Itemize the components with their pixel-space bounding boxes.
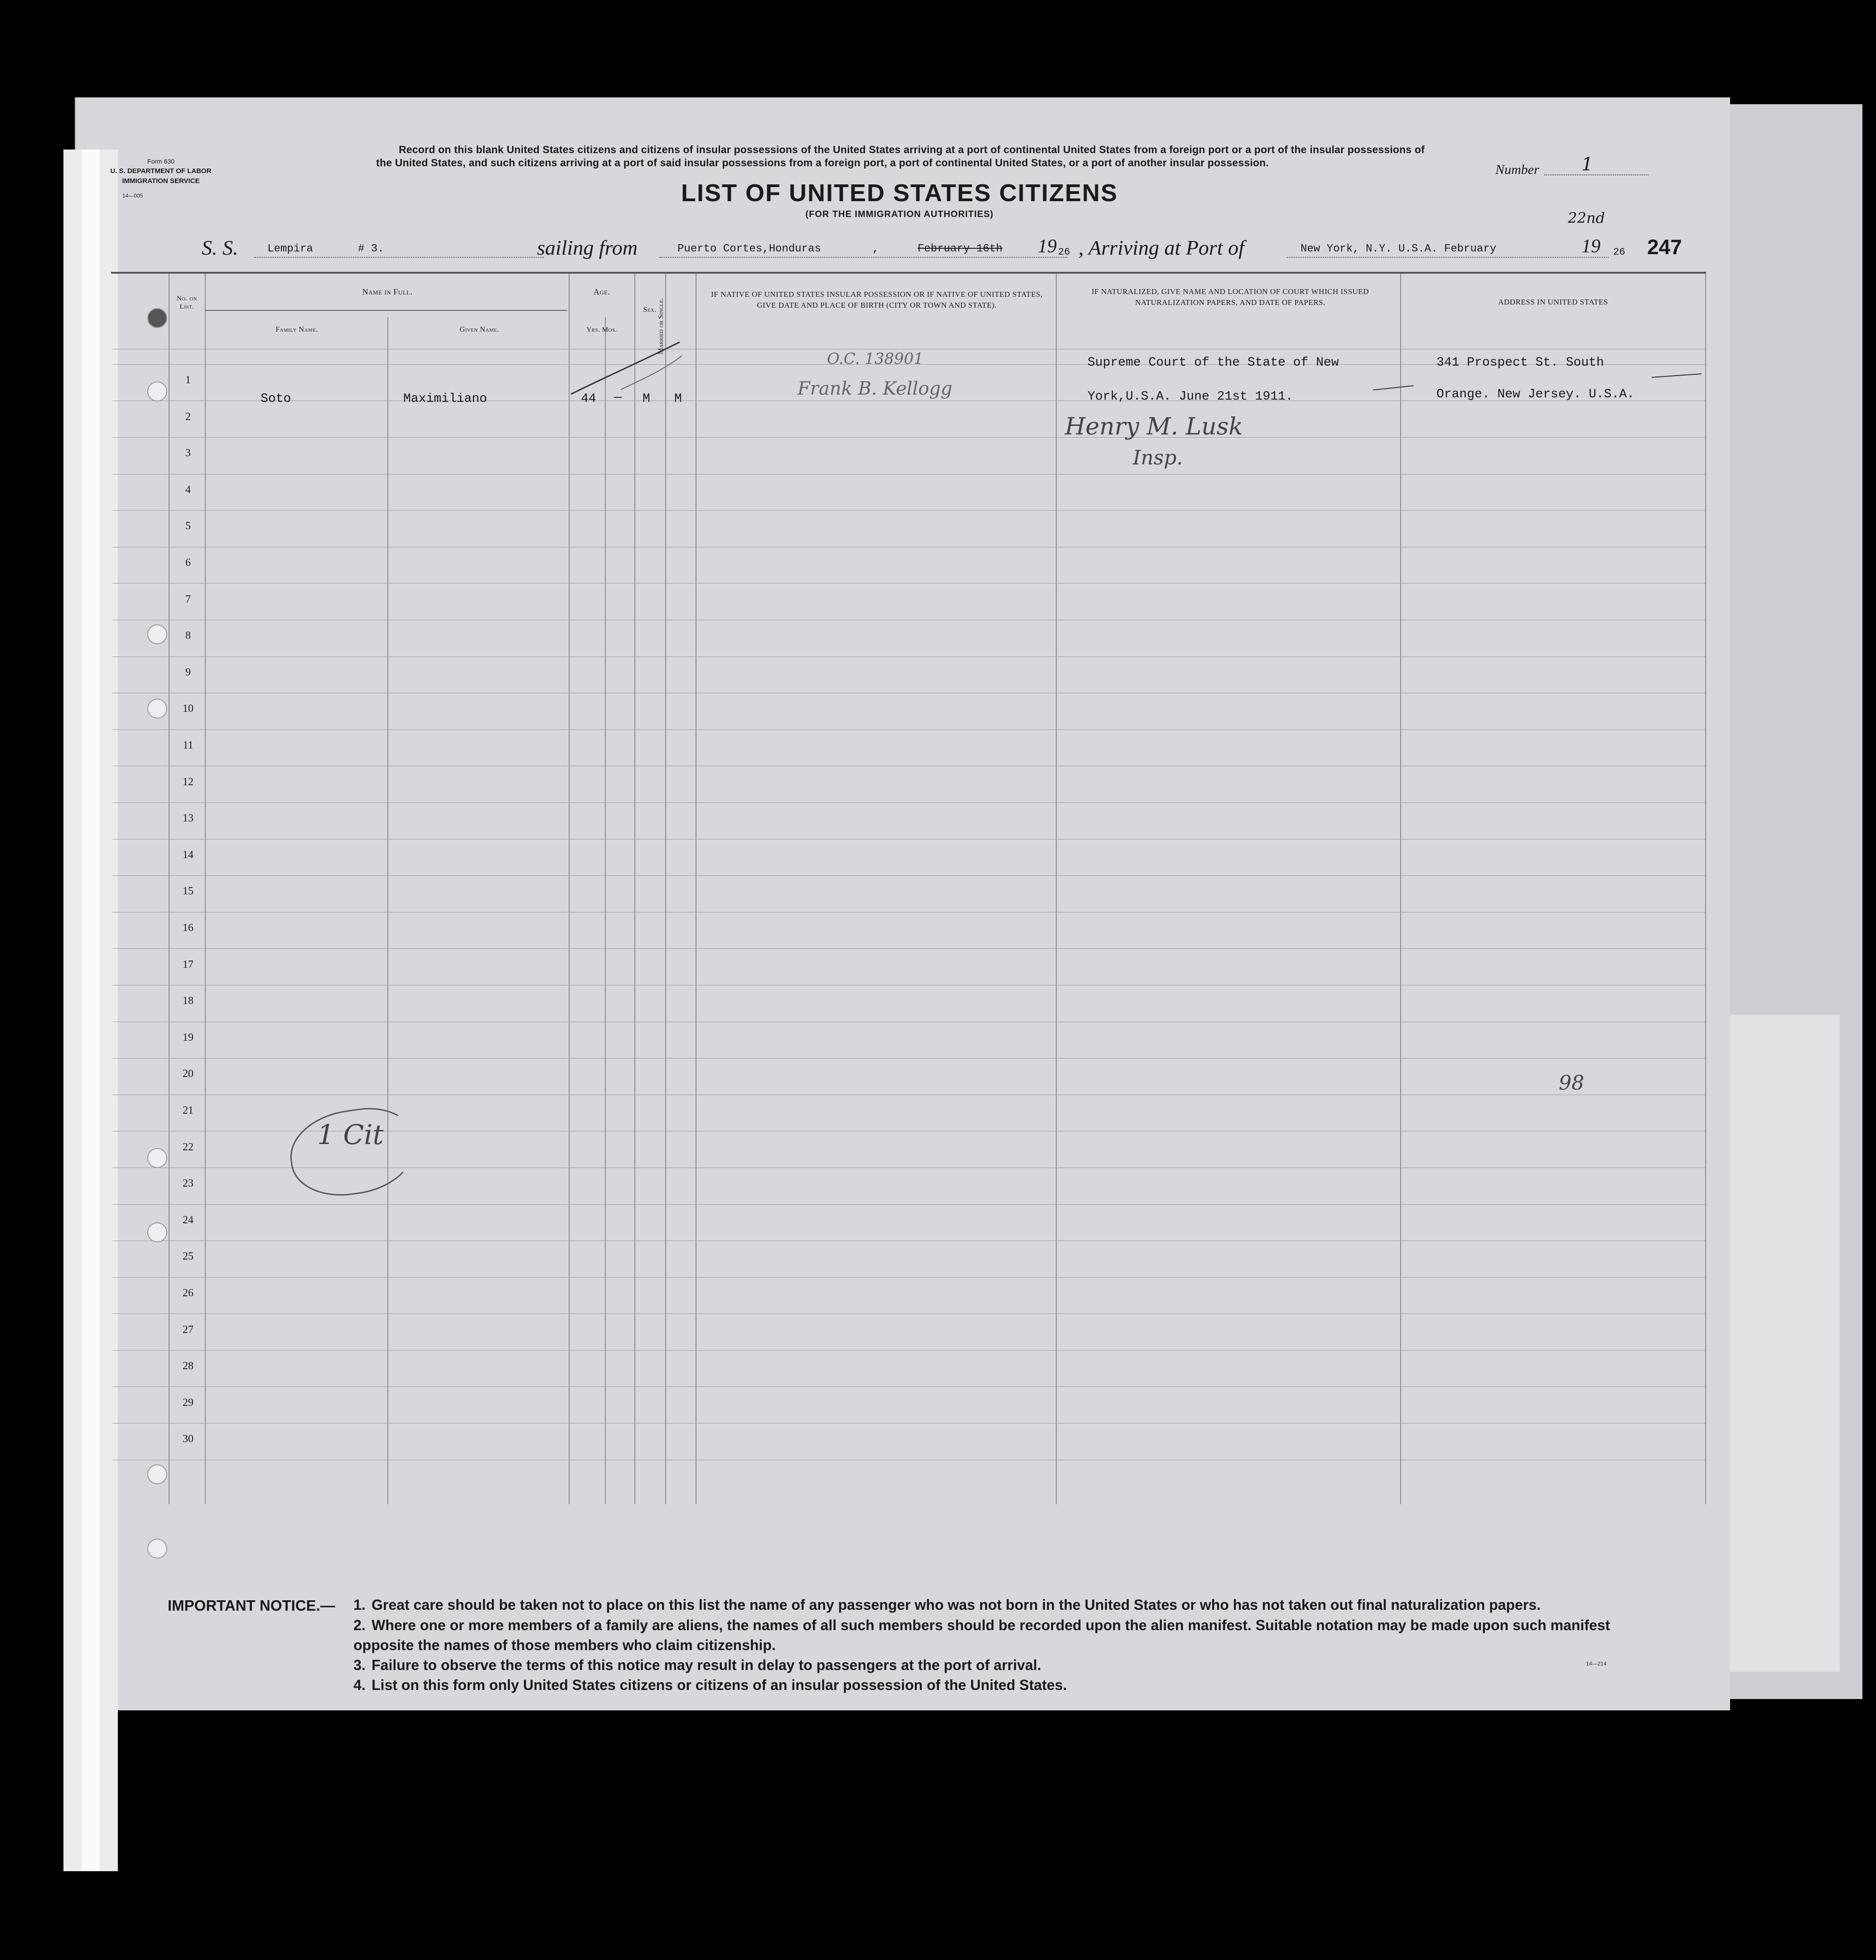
arrival-line (1287, 257, 1609, 258)
row-rule (112, 437, 1705, 438)
notice-item (353, 1595, 1663, 1615)
sailing-label: sailing from (537, 236, 638, 259)
ship-name: Lempira (267, 243, 313, 255)
notice-item-number: 3. (353, 1657, 366, 1673)
col-divider (387, 317, 388, 1504)
row-rule (112, 1350, 1705, 1351)
departure-year-suffix: 26 (1058, 246, 1070, 258)
row-number: 26 (183, 1287, 193, 1299)
col-divider (605, 317, 606, 1504)
col-divider (1400, 274, 1401, 1504)
punch-hole (147, 381, 167, 401)
number-value: 1 (1581, 154, 1593, 175)
native-note-handwritten: O.C. 138901 (827, 350, 923, 368)
col-married: Married or Single. (657, 298, 665, 355)
notice-label: IMPORTANT NOTICE.— (168, 1597, 335, 1614)
departure-port: Puerto Cortes,Honduras (677, 243, 821, 255)
entry-married: M (674, 392, 682, 406)
row-number: 9 (185, 666, 191, 678)
punch-hole (147, 1222, 167, 1242)
row-rule (112, 802, 1705, 803)
row-rule (112, 1423, 1705, 1424)
naturalized-signature-handwritten: Henry M. Lusk (1065, 413, 1243, 440)
entry-family-name: Soto (261, 392, 291, 406)
document-subtitle: (FOR THE IMMIGRATION AUTHORITIES) (805, 209, 994, 219)
pen-stroke (566, 335, 684, 403)
row-number: 2 (185, 411, 191, 423)
row-number: 12 (183, 776, 193, 788)
print-code-top: 14—005 (122, 193, 143, 199)
row-number: 7 (185, 594, 191, 605)
row-number: 19 (183, 1032, 193, 1043)
col-divider (569, 274, 570, 1504)
arrival-year-prefix: 19 (1581, 236, 1600, 257)
row-number: 13 (183, 812, 193, 824)
notice-item-text: Failure to observe the terms of this notice may result in delay to passengers at the port of arrival. (372, 1657, 1041, 1673)
row-number: 17 (183, 959, 193, 970)
naturalized-initials-handwritten: Insp. (1133, 446, 1183, 469)
row-rule (112, 839, 1705, 840)
col-native: IF NATIVE OF UNITED STATES INSULAR POSSESSION OR IF NATIVE OF UNITED STATES, GIVE DATE AND PLACE OF BIRTH (CITY OR TOWN AND STATE). (711, 290, 1043, 309)
entry-age-years: 44 (581, 392, 596, 406)
notice-item-text: Where one or more members of a family are aliens, the names of all such members should be recorded upon the alien manifest. Suitable notation may be made upon such manifest opposite the names of those members who claim citizenship. (353, 1617, 1610, 1653)
col-naturalized: IF NATURALIZED, GIVE NAME AND LOCATION OF COURT WHICH ISSUED NATURALIZATION PAPERS, AND DATE OF PAPERS. (1091, 287, 1369, 307)
record-instructions: Record on this blank United States citizens and citizens of insular possessions of the United States arriving at a port of continental United States from a foreign port or a port of the insular possessions of the United States, and such citizens arriving at a port of said insular possessions from a foreign port, a port of continental United States, or a port of another insular possession. (376, 144, 1425, 169)
departure-date: February 16th (918, 243, 1003, 255)
row-number: 1 (185, 374, 191, 386)
punch-hole (147, 624, 167, 644)
manifest-sheet (75, 97, 1730, 1710)
form-identifier (102, 156, 220, 186)
notice-item-text: List on this form only United States citizens or citizens of an insular possession of the United States. (372, 1677, 1067, 1693)
col-divider (1705, 274, 1706, 1504)
arrival-day-handwritten: 22nd (1568, 209, 1605, 227)
punch-hole (147, 308, 167, 328)
count-note-handwritten: 1 Cit (317, 1119, 384, 1151)
col-divider (205, 274, 206, 1504)
number-line (1544, 174, 1649, 175)
row-number: 22 (183, 1141, 193, 1153)
row-rule (112, 729, 1705, 730)
col-no: No. on List. (176, 295, 198, 310)
col-divider (665, 274, 666, 1504)
row-number: 3 (185, 447, 191, 459)
row-number: 14 (183, 849, 193, 861)
row-number: 30 (183, 1433, 193, 1445)
punch-hole (147, 1148, 167, 1168)
naturalized-line-2: York,U.S.A. June 21st 1911. (1088, 390, 1293, 404)
arrival-year-suffix: 26 (1613, 246, 1625, 258)
page-number: 247 (1647, 235, 1682, 259)
col-age: Age. (593, 287, 610, 296)
binder-edge (63, 150, 118, 1871)
notice-item (353, 1675, 1663, 1695)
col-name: Name in Full. (362, 287, 413, 296)
departure-year-prefix: 19 (1038, 236, 1057, 257)
number-label: Number (1495, 162, 1539, 177)
row-rule (112, 510, 1705, 511)
row-number: 16 (183, 922, 193, 934)
row-number: 20 (183, 1068, 193, 1080)
arriving-label: , Arriving at Port of (1078, 236, 1244, 259)
col-divider (634, 274, 635, 1504)
notice-item-number: 1. (353, 1597, 366, 1613)
print-code-bottom: 14—214 (1586, 1661, 1607, 1667)
col-yrs-mos: Yrs. Mos. (586, 326, 617, 333)
row-number: 4 (185, 484, 191, 496)
row-rule (112, 948, 1705, 949)
entry-sex: M (643, 392, 650, 406)
notice-item-number: 4. (353, 1677, 366, 1693)
row-rule (112, 875, 1705, 876)
col-family: Family Name. (276, 326, 318, 333)
row-number: 29 (183, 1397, 193, 1409)
number-98: 98 (1559, 1072, 1584, 1095)
row-number: 24 (183, 1214, 193, 1226)
form-number: Form 630 (147, 158, 174, 165)
notice-item (353, 1655, 1663, 1675)
punch-hole (147, 699, 167, 719)
col-given: Given Name. (459, 326, 499, 333)
punch-hole (147, 1464, 167, 1484)
port-line (659, 257, 1067, 258)
entry-age-months: — (614, 391, 622, 405)
voyage-number: # 3. (358, 243, 384, 255)
notice-item-text: Great care should be taken not to place on this list the name of any passenger who was not born in the United States or who has not taken out final naturalization papers. (372, 1597, 1541, 1613)
back-sheet-torn (1722, 1015, 1840, 1672)
col-sex: Sex. (643, 306, 657, 314)
service-name: IMMIGRATION SERVICE (122, 177, 200, 185)
entry-given-name: Maximiliano (403, 392, 487, 406)
row-number: 28 (183, 1360, 193, 1372)
row-number: 5 (185, 520, 191, 532)
name-under-rule (205, 310, 567, 311)
col-address: ADDRESS IN UNITED STATES (1498, 298, 1608, 306)
document-title: LIST OF UNITED STATES CITIZENS (681, 179, 1118, 207)
department-name: U. S. DEPARTMENT OF LABOR (110, 167, 212, 175)
row-number: 8 (185, 630, 191, 642)
row-number: 18 (183, 995, 193, 1007)
row-number: 6 (185, 557, 191, 569)
row-number: 10 (183, 703, 193, 714)
row-rule (112, 1277, 1705, 1278)
punch-hole (147, 1539, 167, 1559)
row-number: 23 (183, 1178, 193, 1189)
native-signature-handwritten: Frank B. Kellogg (798, 378, 953, 399)
row-rule (112, 1313, 1705, 1314)
notice-item-number: 2. (353, 1617, 366, 1633)
address-line-1: 341 Prospect St. South (1436, 356, 1604, 370)
naturalized-line-1: Supreme Court of the State of New (1088, 356, 1339, 370)
row-rule (112, 1386, 1705, 1387)
notice-item (353, 1615, 1663, 1655)
table-top-rule (111, 272, 1706, 274)
address-line-2: Orange. New Jersey. U.S.A. (1436, 387, 1634, 401)
row-rule (112, 1204, 1705, 1205)
row-number: 27 (183, 1324, 193, 1336)
row-number: 15 (183, 885, 193, 897)
col-divider (1056, 274, 1057, 1504)
row-number: 11 (183, 739, 193, 751)
ship-line (254, 257, 544, 258)
row-number: 25 (183, 1250, 193, 1262)
row-rule (112, 583, 1705, 584)
ss-label: S. S. (202, 236, 238, 259)
arrival-port: New York, N.Y. U.S.A. February (1301, 243, 1497, 255)
row-number: 21 (183, 1105, 193, 1116)
